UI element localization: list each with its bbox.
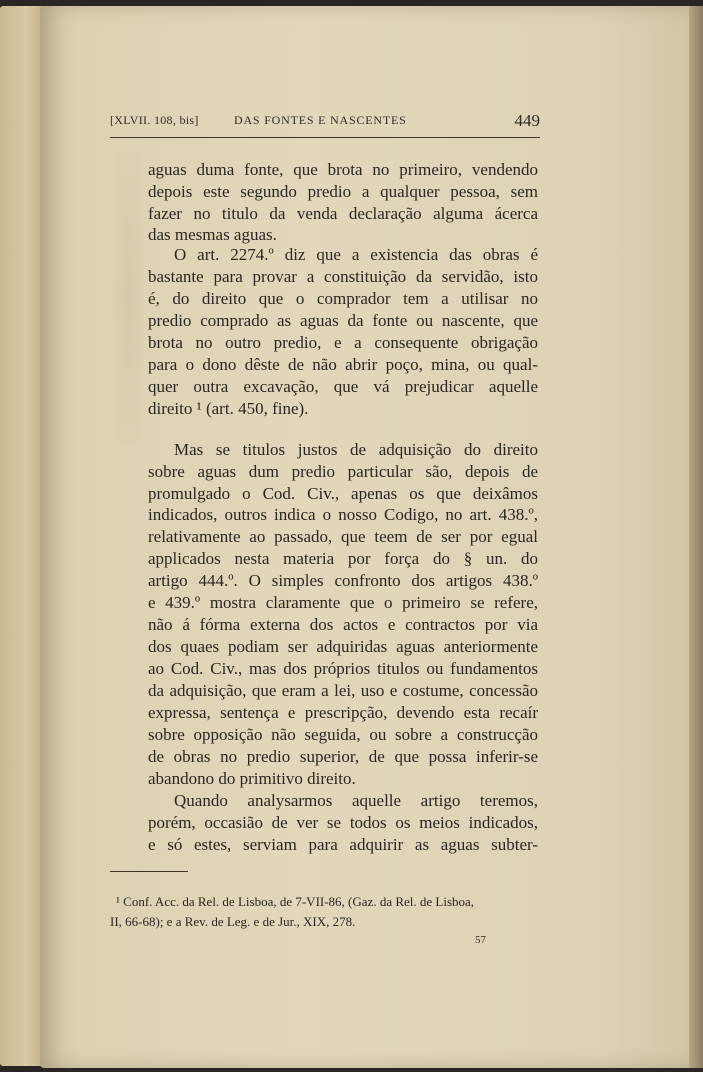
text-line: Quando analysarmos aquelle artigo teremos,	[174, 791, 538, 810]
text-line: artigo 444.º. O simples confronto dos artigos 438.º	[148, 571, 538, 590]
footnote-rule	[110, 871, 188, 872]
footnote-line: II, 66-68); e a Rev. de Leg. e de Jur., XIX, 278.	[110, 914, 356, 929]
text-line: não á fórma externa dos actos e contractos por via	[148, 615, 538, 634]
page-number: 449	[514, 111, 540, 130]
text-line: da adquisição, que eram a lei, uso e costume, concessão	[148, 681, 538, 700]
running-head	[110, 113, 540, 133]
text-line: porém, occasião de ver se todos os meios indicados,	[148, 813, 538, 832]
text-line: abandono do primitivo direito.	[148, 769, 356, 788]
text-line: bastante para provar a constituição da servidão, isto	[148, 267, 538, 286]
text-line: sobre opposição não seguida, ou sobre a construcção	[148, 725, 538, 744]
text-line: predio comprado as aguas da fonte ou nascente, que	[148, 311, 538, 330]
text-line: indicados, outros indica o nosso Codigo, no art. 438.º,	[148, 505, 538, 524]
text-line: O art. 2274.º diz que a existencia das obras é	[174, 245, 538, 264]
text-line: das mesmas aguas.	[148, 225, 277, 244]
text-line: e só estes, serviam para adquirir as aguas subter-	[148, 835, 538, 854]
text-line: quer outra excavação, que vá prejudicar aquelle	[148, 377, 538, 396]
header-rule	[110, 137, 540, 138]
text-line: para o dono dêste de não abrir poço, mina, ou qual-	[148, 355, 538, 374]
running-head-title: DAS FONTES E NASCENTES	[234, 113, 407, 127]
text-line: de obras no predio superior, de que possa inferir-se	[148, 747, 538, 766]
text-line: depois este segundo predio a qualquer pessoa, sem	[148, 182, 538, 201]
text-line: e 439.º mostra claramente que o primeiro se refere,	[148, 593, 538, 612]
running-head-section: [XLVII. 108, bis]	[110, 113, 199, 127]
text-line: sobre aguas dum predio particular são, depois de	[148, 462, 538, 481]
signature-mark: 57	[475, 934, 486, 946]
text-line: direito ¹ (art. 450, fine).	[148, 399, 309, 418]
text-line: é, do direito que o comprador tem a utilisar no	[148, 289, 538, 308]
text-line: Mas se titulos justos de adquisição do direito	[174, 440, 538, 459]
text-line: applicados nesta materia por força do § un. do	[148, 549, 538, 568]
ink-bleed-shadow	[114, 152, 144, 442]
footnote-line: ¹ Conf. Acc. da Rel. de Lisboa, de 7-VII-86, (Gaz. da Rel. de Lisboa,	[116, 894, 475, 909]
text-line: relativamente ao passado, que teem de ser por egual	[148, 527, 538, 546]
page-stack-edge	[689, 6, 703, 1068]
text-line: dos quaes podiam ser adquiridas aguas anteriormente	[148, 637, 538, 656]
text-line: ao Cod. Civ., mas dos próprios titulos ou fundamentos	[148, 659, 538, 678]
text-line: fazer no titulo da venda declaração alguma ácerca	[148, 204, 538, 223]
text-line: aguas duma fonte, que brota no primeiro, vendendo	[148, 160, 538, 179]
text-line: brota no outro predio, e a consequente obrigação	[148, 333, 538, 352]
text-line: promulgado o Cod. Civ., apenas os que deixâmos	[148, 484, 538, 503]
text-line: expressa, sentença e prescripção, devendo esta recaír	[148, 703, 538, 722]
